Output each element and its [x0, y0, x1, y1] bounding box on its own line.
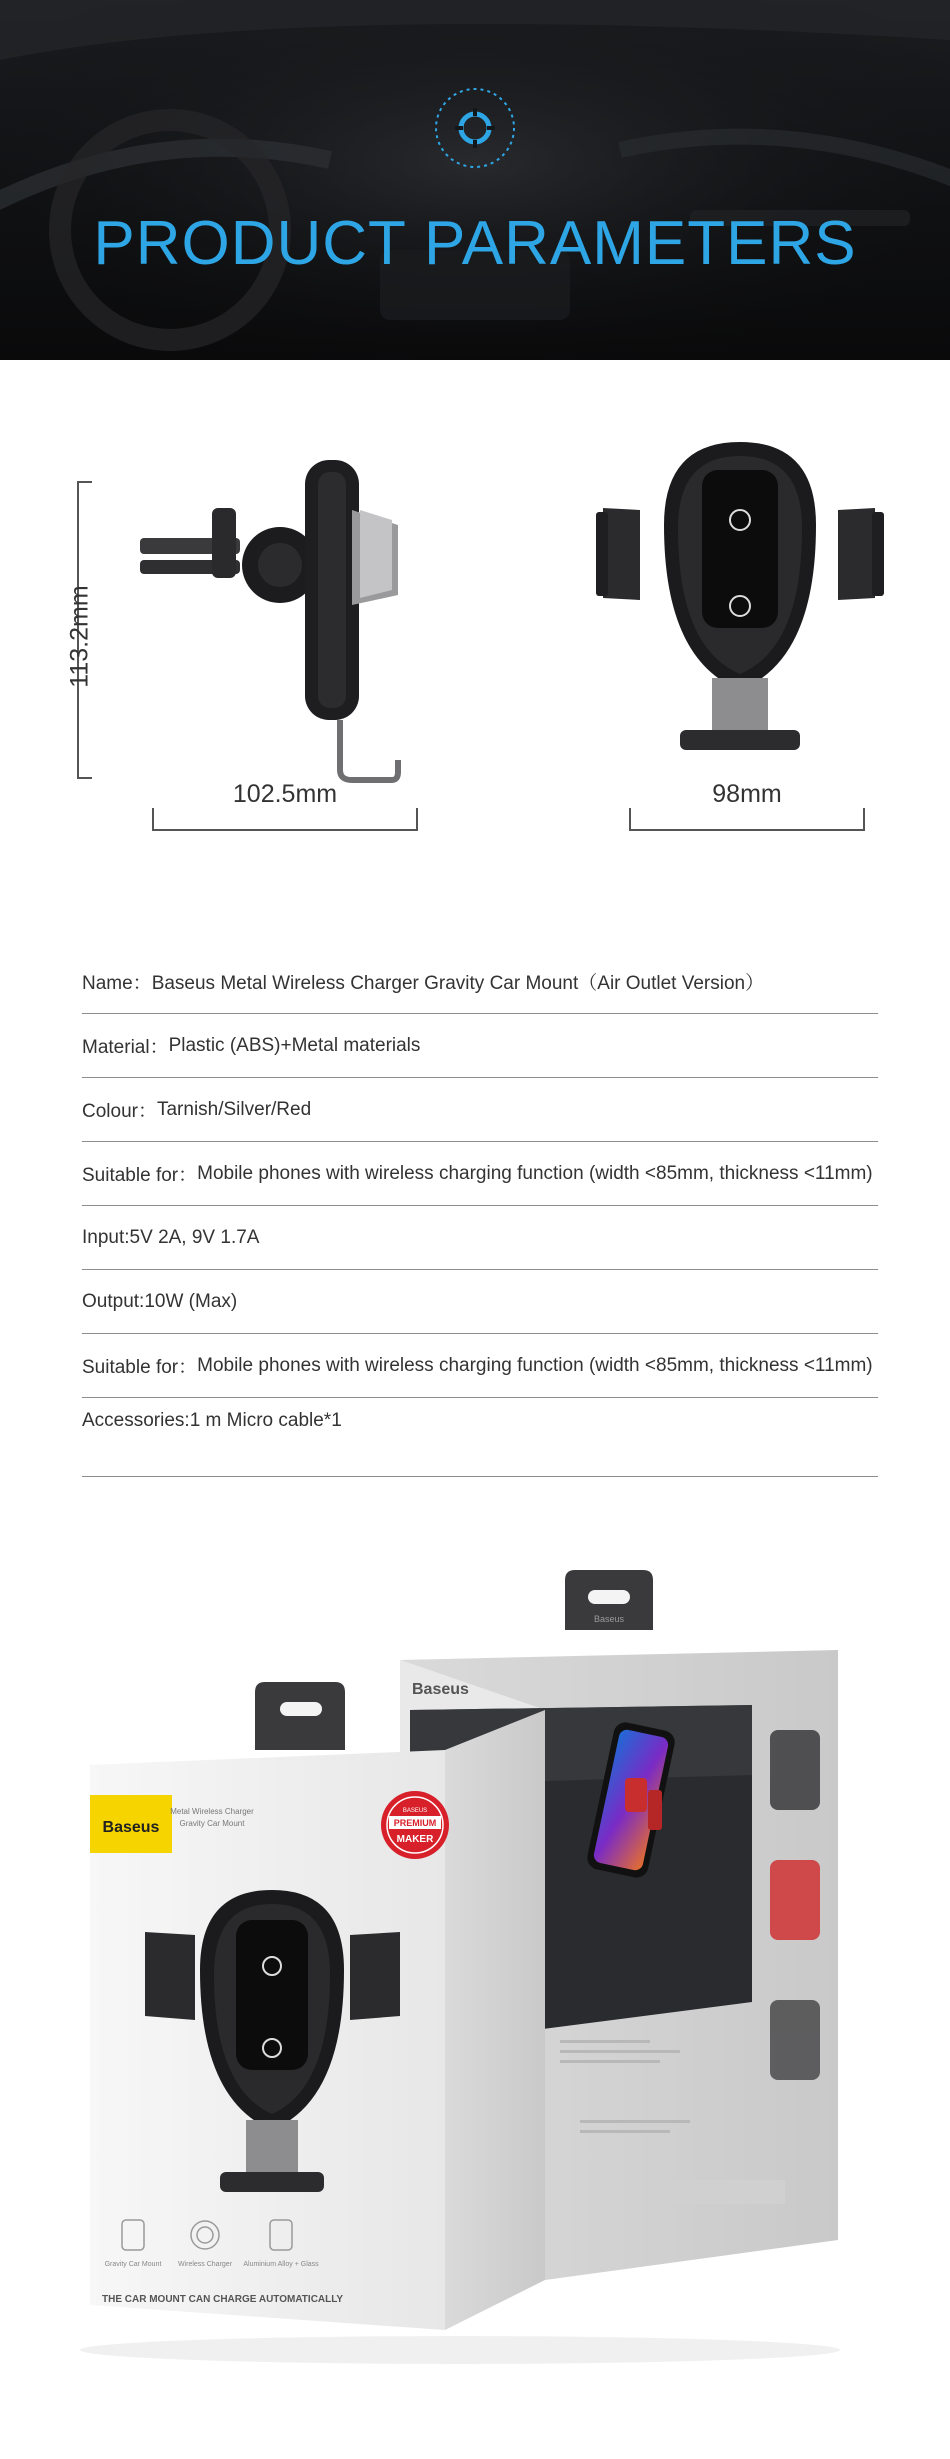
spec-value: 1 m Micro cable*1: [189, 1410, 342, 1431]
dimension-section: [0, 360, 950, 880]
spec-value: Mobile phones with wireless charging function (width <85mm, thickness <11mm): [197, 1354, 873, 1376]
spec-value: Baseus Metal Wireless Charger Gravity Car Mount（Air Outlet Version）: [151, 973, 765, 994]
packaging-illustration: [0, 1560, 950, 2454]
spec-value: Mobile phones with wireless charging function (width <85mm, thickness <11mm): [197, 1162, 873, 1184]
spec-label: Name：: [82, 973, 152, 994]
side-width-dimension-label: 102.5mm: [232, 780, 338, 808]
side-view-mount-illustration: [140, 460, 398, 780]
front-width-dimension-label: 98mm: [712, 780, 782, 808]
spec-list: [82, 950, 878, 1477]
front-view-mount-illustration: [596, 442, 884, 750]
spec-label: Output:: [82, 1290, 145, 1312]
spec-row-input: [82, 1206, 878, 1270]
spec-value: Plastic (ABS)+Metal materials: [168, 1034, 421, 1056]
badge-line1: PREMIUM: [393, 1818, 437, 1828]
packaging-image: [0, 1560, 950, 2454]
spec-row-suitable-2: [82, 1334, 878, 1398]
spec-label: Accessories:: [82, 1410, 190, 1431]
badge-line2: MAKER: [396, 1834, 434, 1845]
spec-value: 5V 2A, 9V 1.7A: [129, 1226, 260, 1248]
front-box-subtitle-2: Gravity Car Mount: [179, 1819, 245, 1828]
spec-label: Suitable for：: [82, 1357, 198, 1378]
front-box-subtitle-1: Metal Wireless Charger: [170, 1807, 254, 1816]
page-title: PRODUCT PARAMETERS: [93, 209, 857, 278]
feature-1-label: Gravity Car Mount: [104, 2261, 162, 2268]
premium-maker-badge: [381, 1791, 449, 1859]
front-box-brand: Baseus: [102, 1819, 160, 1836]
spec-label: Suitable for：: [82, 1165, 198, 1186]
hero-banner: [0, 0, 950, 360]
feature-3-label: Aluminium Alloy + Glass: [243, 2261, 319, 2268]
badge-top-text: BASEUS: [402, 1808, 428, 1814]
spec-value: 10W (Max): [144, 1290, 238, 1312]
spec-row-name: [82, 950, 878, 1014]
spec-row-output: [82, 1270, 878, 1334]
feature-2-label: Wireless Charger: [177, 2261, 233, 2268]
spec-value: Tarnish/Silver/Red: [156, 1098, 312, 1120]
height-dimension-label: 113.2mm: [65, 585, 94, 688]
hook-brand-text: Baseus: [593, 1614, 625, 1624]
car-interior-background: [0, 0, 950, 360]
spec-row-material: [82, 1014, 878, 1078]
spec-label: Colour：: [82, 1101, 157, 1122]
spec-row-accessories: [82, 1398, 878, 1477]
spec-row-suitable: [82, 1142, 878, 1206]
back-box-brand: Baseus: [412, 1681, 469, 1698]
packaging-tagline: THE CAR MOUNT CAN CHARGE AUTOMATICALLY: [102, 2294, 344, 2305]
spec-row-colour: [82, 1078, 878, 1142]
spec-label: Material：: [82, 1037, 169, 1058]
target-ring-icon: [433, 86, 517, 170]
spec-label: Input:: [82, 1226, 130, 1248]
